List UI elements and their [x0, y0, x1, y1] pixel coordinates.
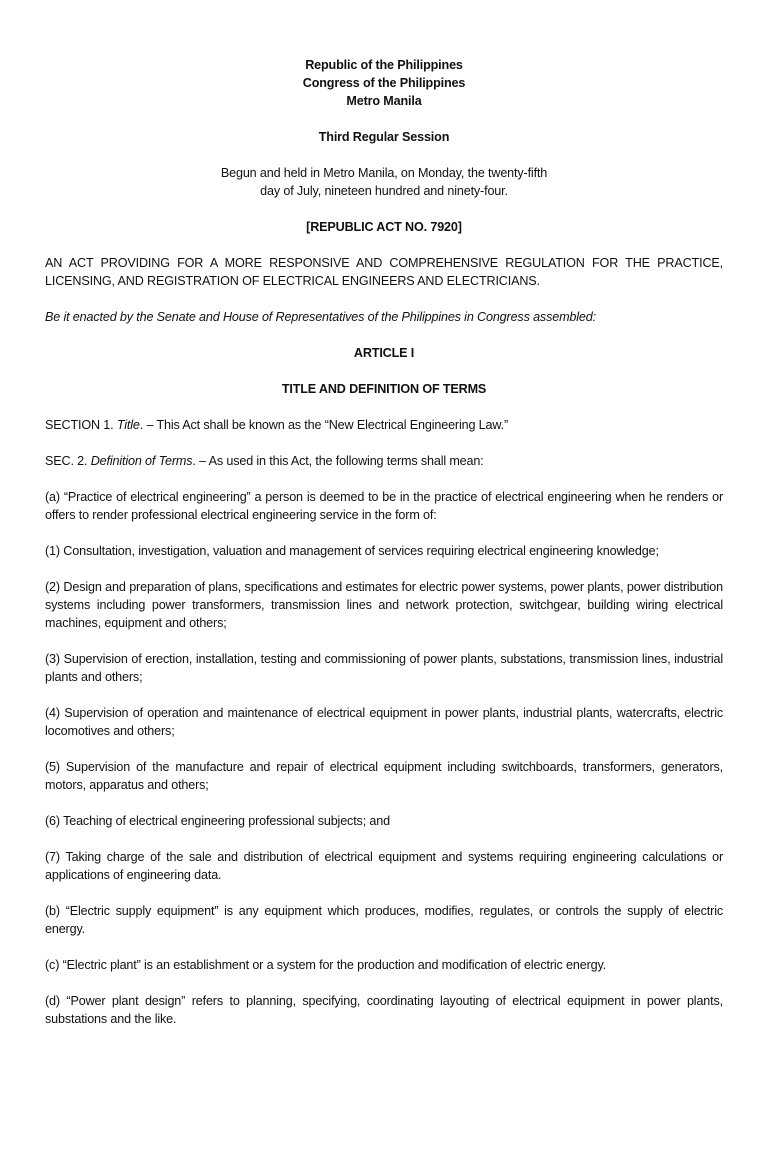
enacting-clause — [45, 308, 723, 326]
act-title: AN ACT PROVIDING FOR A MORE RESPONSIVE AND COMPREHENSIVE REGULATION FOR THE PRACTICE, LICENSING, AND REGISTRATION OF ELECTRICAL ENGINEERS AND ELECTRICIANS. — [45, 256, 723, 288]
section-2 — [45, 452, 723, 470]
definition-d: (d) “Power plant design” refers to planning, specifying, coordinating layouting of electrical equipment in power plants, substations and the like. — [45, 994, 723, 1026]
section-1 — [45, 416, 723, 434]
header-republic: Republic of the Philippines — [305, 58, 463, 72]
definition-a-item-7: (7) Taking charge of the sale and distribution of electrical equipment and systems requiring engineering calculations or applications of engineering data. — [45, 850, 723, 882]
begun-line-2: day of July, nineteen hundred and ninety-four. — [260, 184, 508, 198]
section-1-label: SECTION 1. — [45, 418, 117, 432]
definition-a-item-2: (2) Design and preparation of plans, specifications and estimates for electric power systems, power plants, power distribution systems including power transformers, transmission lines and network protection, switchgear, building wiring electrical machines, equipment and others; — [45, 580, 723, 630]
section-1-text: . – This Act shall be known as the “New Electrical Engineering Law.” — [139, 418, 509, 432]
section-2-title: Definition of Terms — [90, 454, 193, 468]
section-2-label: SEC. 2. — [45, 454, 91, 468]
document-page — [45, 56, 723, 1028]
definition-b: (b) “Electric supply equipment” is any equipment which produces, modifies, regulates, or controls the supply of electric energy. — [45, 904, 723, 936]
definition-c: (c) “Electric plant” is an establishment or a system for the production and modification of electric energy. — [45, 958, 607, 972]
definition-a-item-1: (1) Consultation, investigation, valuation and management of services requiring electrical engineering knowledge; — [45, 544, 659, 558]
definition-a-item-6: (6) Teaching of electrical engineering professional subjects; and — [45, 814, 390, 828]
definition-a-item-3: (3) Supervision of erection, installation, testing and commissioning of power plants, substations, transmission lines, industrial plants and others; — [45, 652, 723, 684]
section-2-text: . – As used in this Act, the following terms shall mean: — [192, 454, 484, 468]
definition-a-item-4: (4) Supervision of operation and maintenance of electrical equipment in power plants, industrial plants, watercrafts, electric locomotives and others; — [45, 706, 723, 738]
section-1-title: Title — [116, 418, 140, 432]
header-congress: Congress of the Philippines — [302, 76, 466, 90]
begun-line-1: Begun and held in Metro Manila, on Monday, the twenty-fifth — [220, 166, 548, 180]
session-title: Third Regular Session — [318, 130, 450, 144]
definition-a: (a) “Practice of electrical engineering” a person is deemed to be in the practice of electrical engineering when he renders or offers to render professional electrical engineering service in the form of: — [45, 490, 723, 522]
header-location: Metro Manila — [346, 94, 422, 108]
article-title: TITLE AND DEFINITION OF TERMS — [281, 382, 487, 396]
article-number: ARTICLE I — [353, 346, 415, 360]
enacting-clause-text: Be it enacted by the Senate and House of Representatives of the Philippines in Congress assembled: — [45, 310, 596, 324]
definition-a-item-5: (5) Supervision of the manufacture and repair of electrical equipment including switchboards, transformers, generators, motors, apparatus and others; — [45, 760, 723, 792]
act-number: [REPUBLIC ACT NO. 7920] — [306, 220, 462, 234]
